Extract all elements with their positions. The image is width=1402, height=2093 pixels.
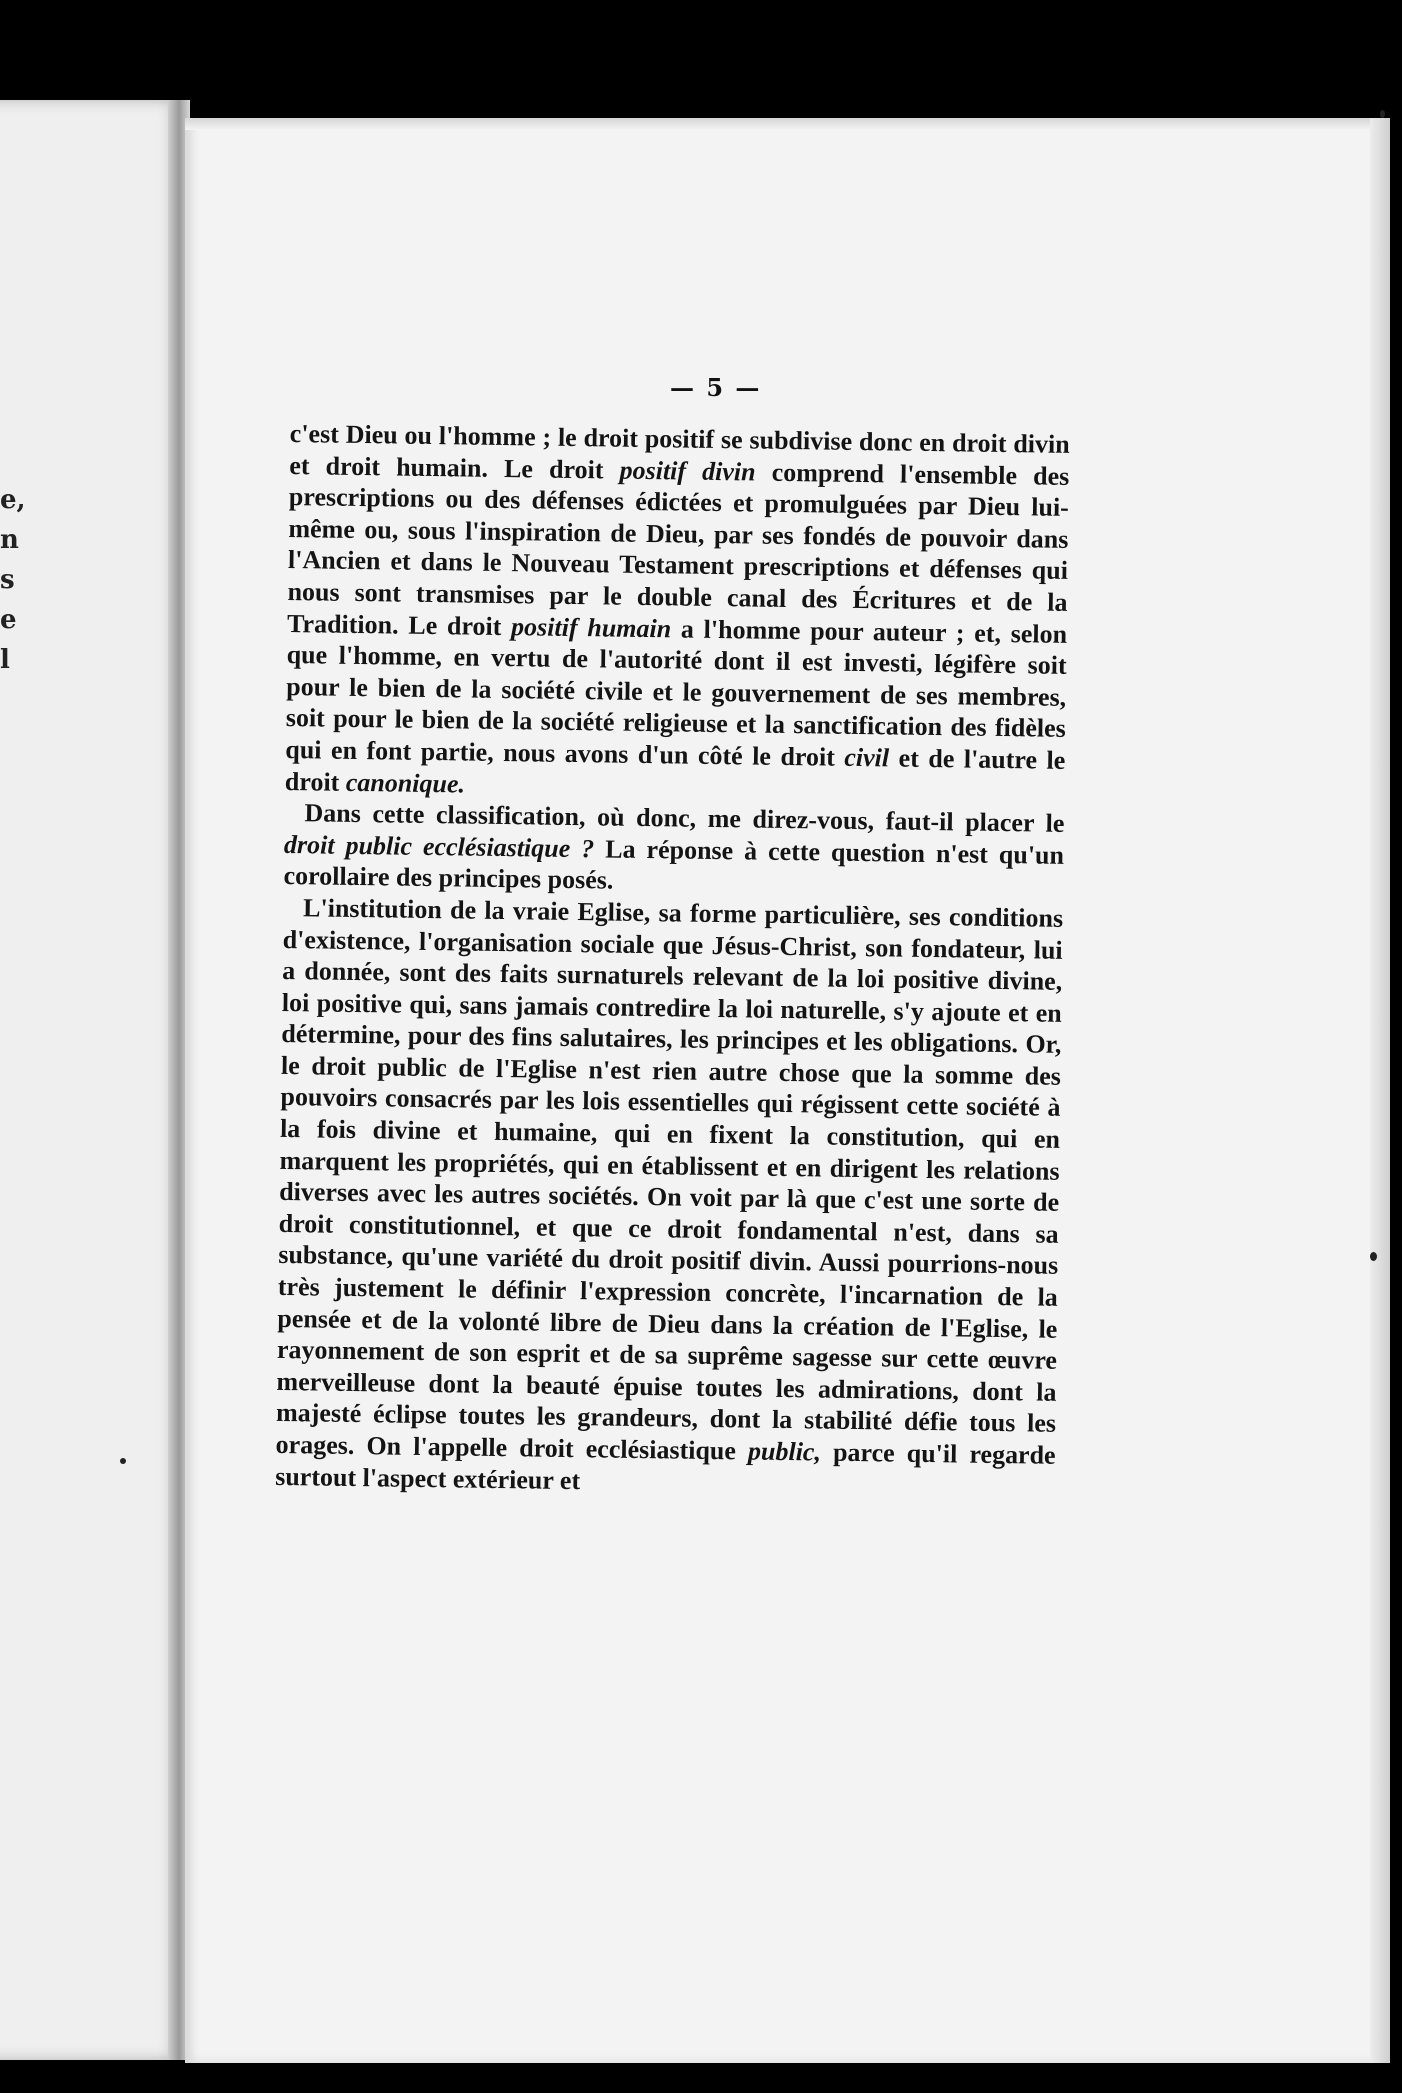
text-run: Dans cette classification, où donc, me direz-vous, faut-il placer le (304, 798, 1065, 838)
text-run: L'institution de la vraie Eglise, sa forme particulière, ses conditions d'existence, l'organisation sociale que Jésus-Christ, son fondateur, lui a donnée, sont des faits surnaturels relevant de la loi positive divine, loi positive qui, sans jamais contredire la loi naturelle, s'y ajoute et en détermine, pour des fins salutaires, les principes et les obligations. Or, le droit public de l'Eglise n'est rien autre chose que la somme des pouvoirs consacrés par les lois essentielles qui régissent cette société à la fois divine et humaine, qui en fixent la constitution, qui en marquent les propriétés, qui en établissent et en dirigent les relations diverses avec les autres sociétés. On voit par là que c'est une sorte de droit constitutionnel, et que ce droit fondamental n'est, dans sa substance, qu'une variété du droit positif divin. Aussi pourrions-nous très justement le définir l'expression concrète, l'incarnation de la pensée et de la volonté libre de Dieu dans la création de l'Eglise, le rayonnement de son esprit et de sa suprême sagesse sur cette œuvre merveilleuse dont la beauté épuise toutes les admirations, dont la majesté éclipse toutes les grandeurs, dont la stabilité défie tous les orages. On l'appelle droit ecclésiastique (275, 893, 1064, 1466)
text-run: comprend l'ensemble des prescriptions ou des défenses édictées et promulguées par Dieu lui-même ou, sous l'inspiration de Dieu, par ses fondés de pouvoir dans l'Ancien et dans le Nouveau Testament prescriptions et défenses qui nous sont transmises par le double canal des Écritures et de la Tradition. Le droit (286, 457, 1070, 641)
paragraph-2 (283, 797, 1064, 903)
text-run: La réponse à cette question n'est qu'un corollaire des principes posés. (283, 834, 1065, 895)
page-number: — 5 — (670, 373, 762, 402)
paragraph-1 (285, 418, 1070, 808)
text-run: c'est Dieu ou l'homme ; le droit positif se subdivise donc en droit divin et droit humain. Le droit (289, 418, 1070, 485)
italic-term: droit public ecclésiastique ? (283, 829, 595, 864)
edge-letter: s (0, 565, 15, 595)
edge-letter: n (0, 525, 19, 555)
edge-letter: e (0, 605, 17, 635)
text-run: et de l'autre le droit (284, 743, 1066, 797)
paragraph-3 (275, 892, 1063, 1503)
italic-term: civil (844, 742, 890, 773)
text-run: parce qu'il regarde surtout l'aspect extérieur et (275, 1437, 1056, 1495)
edge-letter: e, (0, 485, 26, 515)
scan-speck (120, 1458, 126, 1464)
body-text (275, 418, 1070, 1503)
right-page (185, 118, 1390, 2063)
scan-speck (1380, 110, 1385, 118)
italic-term: positif divin (619, 455, 756, 487)
text-run: a l'homme pour auteur ; et, selon que l'homme, en vertu de l'autorité dont il est investi, légifère soit pour le bien de la société civile et le gouvernement de ses membres, soit pour le bien de la société religieuse et la sanctification des fidèles qui en font partie, nous avons d'un côté le droit (285, 613, 1068, 772)
scan-speck (1370, 1252, 1377, 1261)
page-top-edge (185, 118, 1390, 130)
italic-term: public, (747, 1436, 822, 1467)
italic-term: canonique. (345, 767, 466, 799)
edge-letter: l (0, 645, 10, 675)
page-right-edge (1370, 118, 1390, 2063)
left-page-edge-text (0, 480, 24, 680)
italic-term: positif humain (510, 611, 672, 643)
left-page (0, 100, 180, 2060)
